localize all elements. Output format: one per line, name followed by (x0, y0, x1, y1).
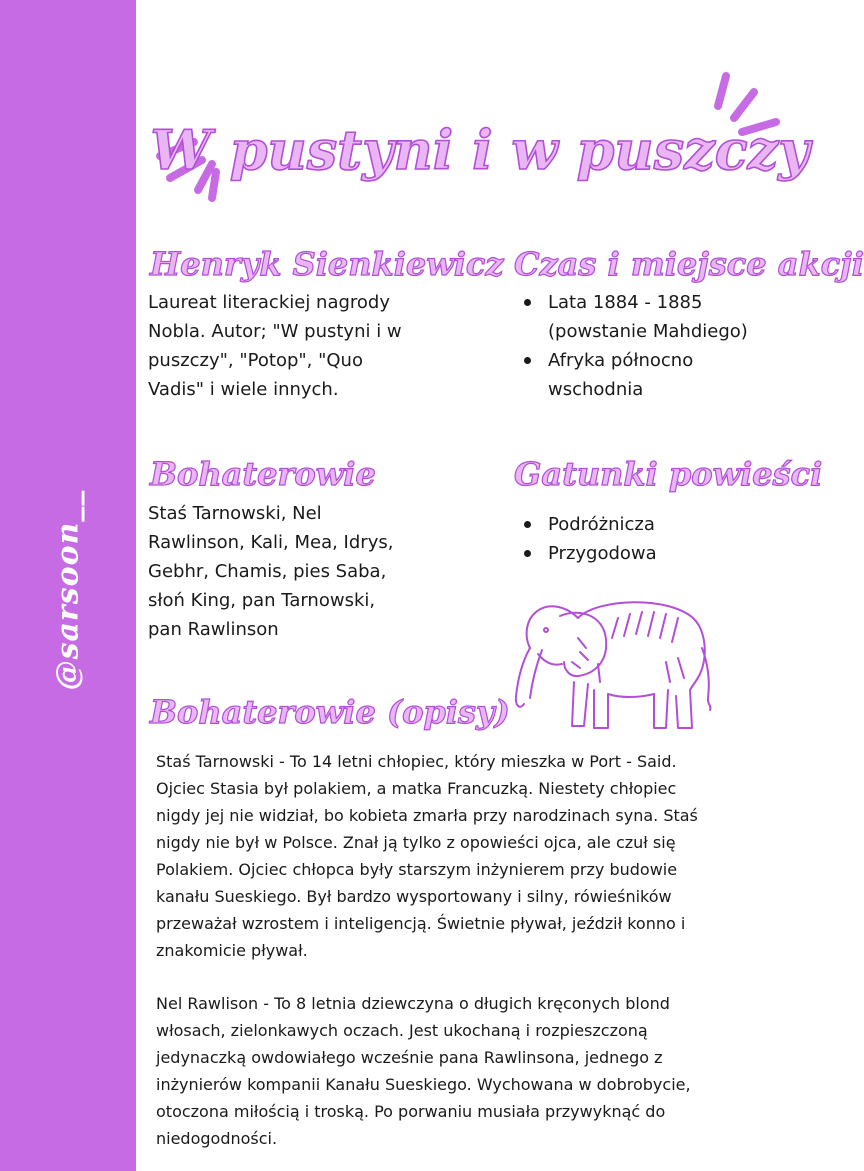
genre-list (512, 510, 812, 568)
stas-line: znakomicie pływał. (156, 941, 308, 960)
characters-line: Staś Tarnowski, Nel (148, 503, 322, 524)
characters-line: pan Rawlinson (148, 619, 279, 640)
characters-line: słoń King, pan Tarnowski, (148, 590, 376, 611)
setting-heading: Czas i miejsce akcji (514, 245, 864, 283)
elephant-icon (508, 578, 718, 738)
setting-item-line: Lata 1884 - 1885 (548, 292, 703, 313)
setting-item-line: wschodnia (548, 379, 644, 400)
stas-line: Ojciec Stasia był polakiem, a matka Francuzką. Niestety chłopiec (156, 779, 677, 798)
nel-line: włosach, zielonkawych oczach. Jest ukochaną i rozpieszczoną (156, 1021, 648, 1040)
title-block (150, 70, 810, 210)
author-handle: @sarsoon__ (50, 489, 86, 691)
author-line: Nobla. Autor; "W pustyni i w (148, 321, 402, 342)
nel-line: Nel Rawlison - To 8 letnia dziewczyna o długich kręconych blond (156, 994, 670, 1013)
stas-line: Polakiem. Ojciec chłopca były starszym inżynierem przy budowie (156, 860, 678, 879)
genre-heading: Gatunki powieści (514, 455, 823, 493)
characters-text (148, 499, 478, 644)
author-line: Laureat literackiej nagrody (148, 292, 390, 313)
setting-list (512, 288, 812, 404)
nel-line: otoczona miłością i troską. Po porwaniu musiała przywyknąć do (156, 1102, 666, 1121)
list-item: Przygodowa (512, 539, 812, 568)
setting-item-line: (powstanie Mahdiego) (548, 321, 748, 342)
sidebar (0, 0, 136, 1171)
stas-description (156, 748, 786, 964)
list-item: Podróżnicza (512, 510, 812, 539)
list-item (512, 346, 812, 404)
nel-line: jedynaczką owdowiałego wcześnie pana Rawlinsona, jednego z (156, 1048, 663, 1067)
descriptions-heading: Bohaterowie (opisy) (150, 693, 510, 731)
author-line: Vadis" i wiele innych. (148, 379, 339, 400)
characters-line: Rawlinson, Kali, Mea, Idrys, (148, 532, 394, 553)
stas-line: Staś Tarnowski - To 14 letni chłopiec, który mieszka w Port - Said. (156, 752, 677, 771)
author-line: puszczy", "Potop", "Quo (148, 350, 363, 371)
author-text (148, 288, 478, 404)
stas-line: przeważał wzrostem i inteligencją. Świetnie pływał, jeździł konno i (156, 914, 686, 933)
page-title: W pustyni i w puszczy (150, 118, 810, 182)
author-heading: Henryk Sienkiewicz (150, 245, 504, 283)
stas-line: nigdy jej nie widział, bo kobieta zmarła przy narodzinach syna. Staś (156, 806, 698, 825)
characters-heading: Bohaterowie (150, 455, 376, 493)
characters-line: Gebhr, Chamis, pies Saba, (148, 561, 387, 582)
setting-item-line: Afryka północno (548, 350, 694, 371)
nel-description (156, 990, 786, 1152)
nel-line: inżynierów kompanii Kanału Sueskiego. Wychowana w dobrobycie, (156, 1075, 691, 1094)
stas-line: nigdy nie był w Polsce. Znał ją tylko z opowieści ojca, ale czuł się (156, 833, 676, 852)
nel-line: niedogodności. (156, 1129, 278, 1148)
stas-line: kanału Sueskiego. Był bardzo wysportowany i silny, rówieśników (156, 887, 672, 906)
list-item (512, 288, 812, 346)
